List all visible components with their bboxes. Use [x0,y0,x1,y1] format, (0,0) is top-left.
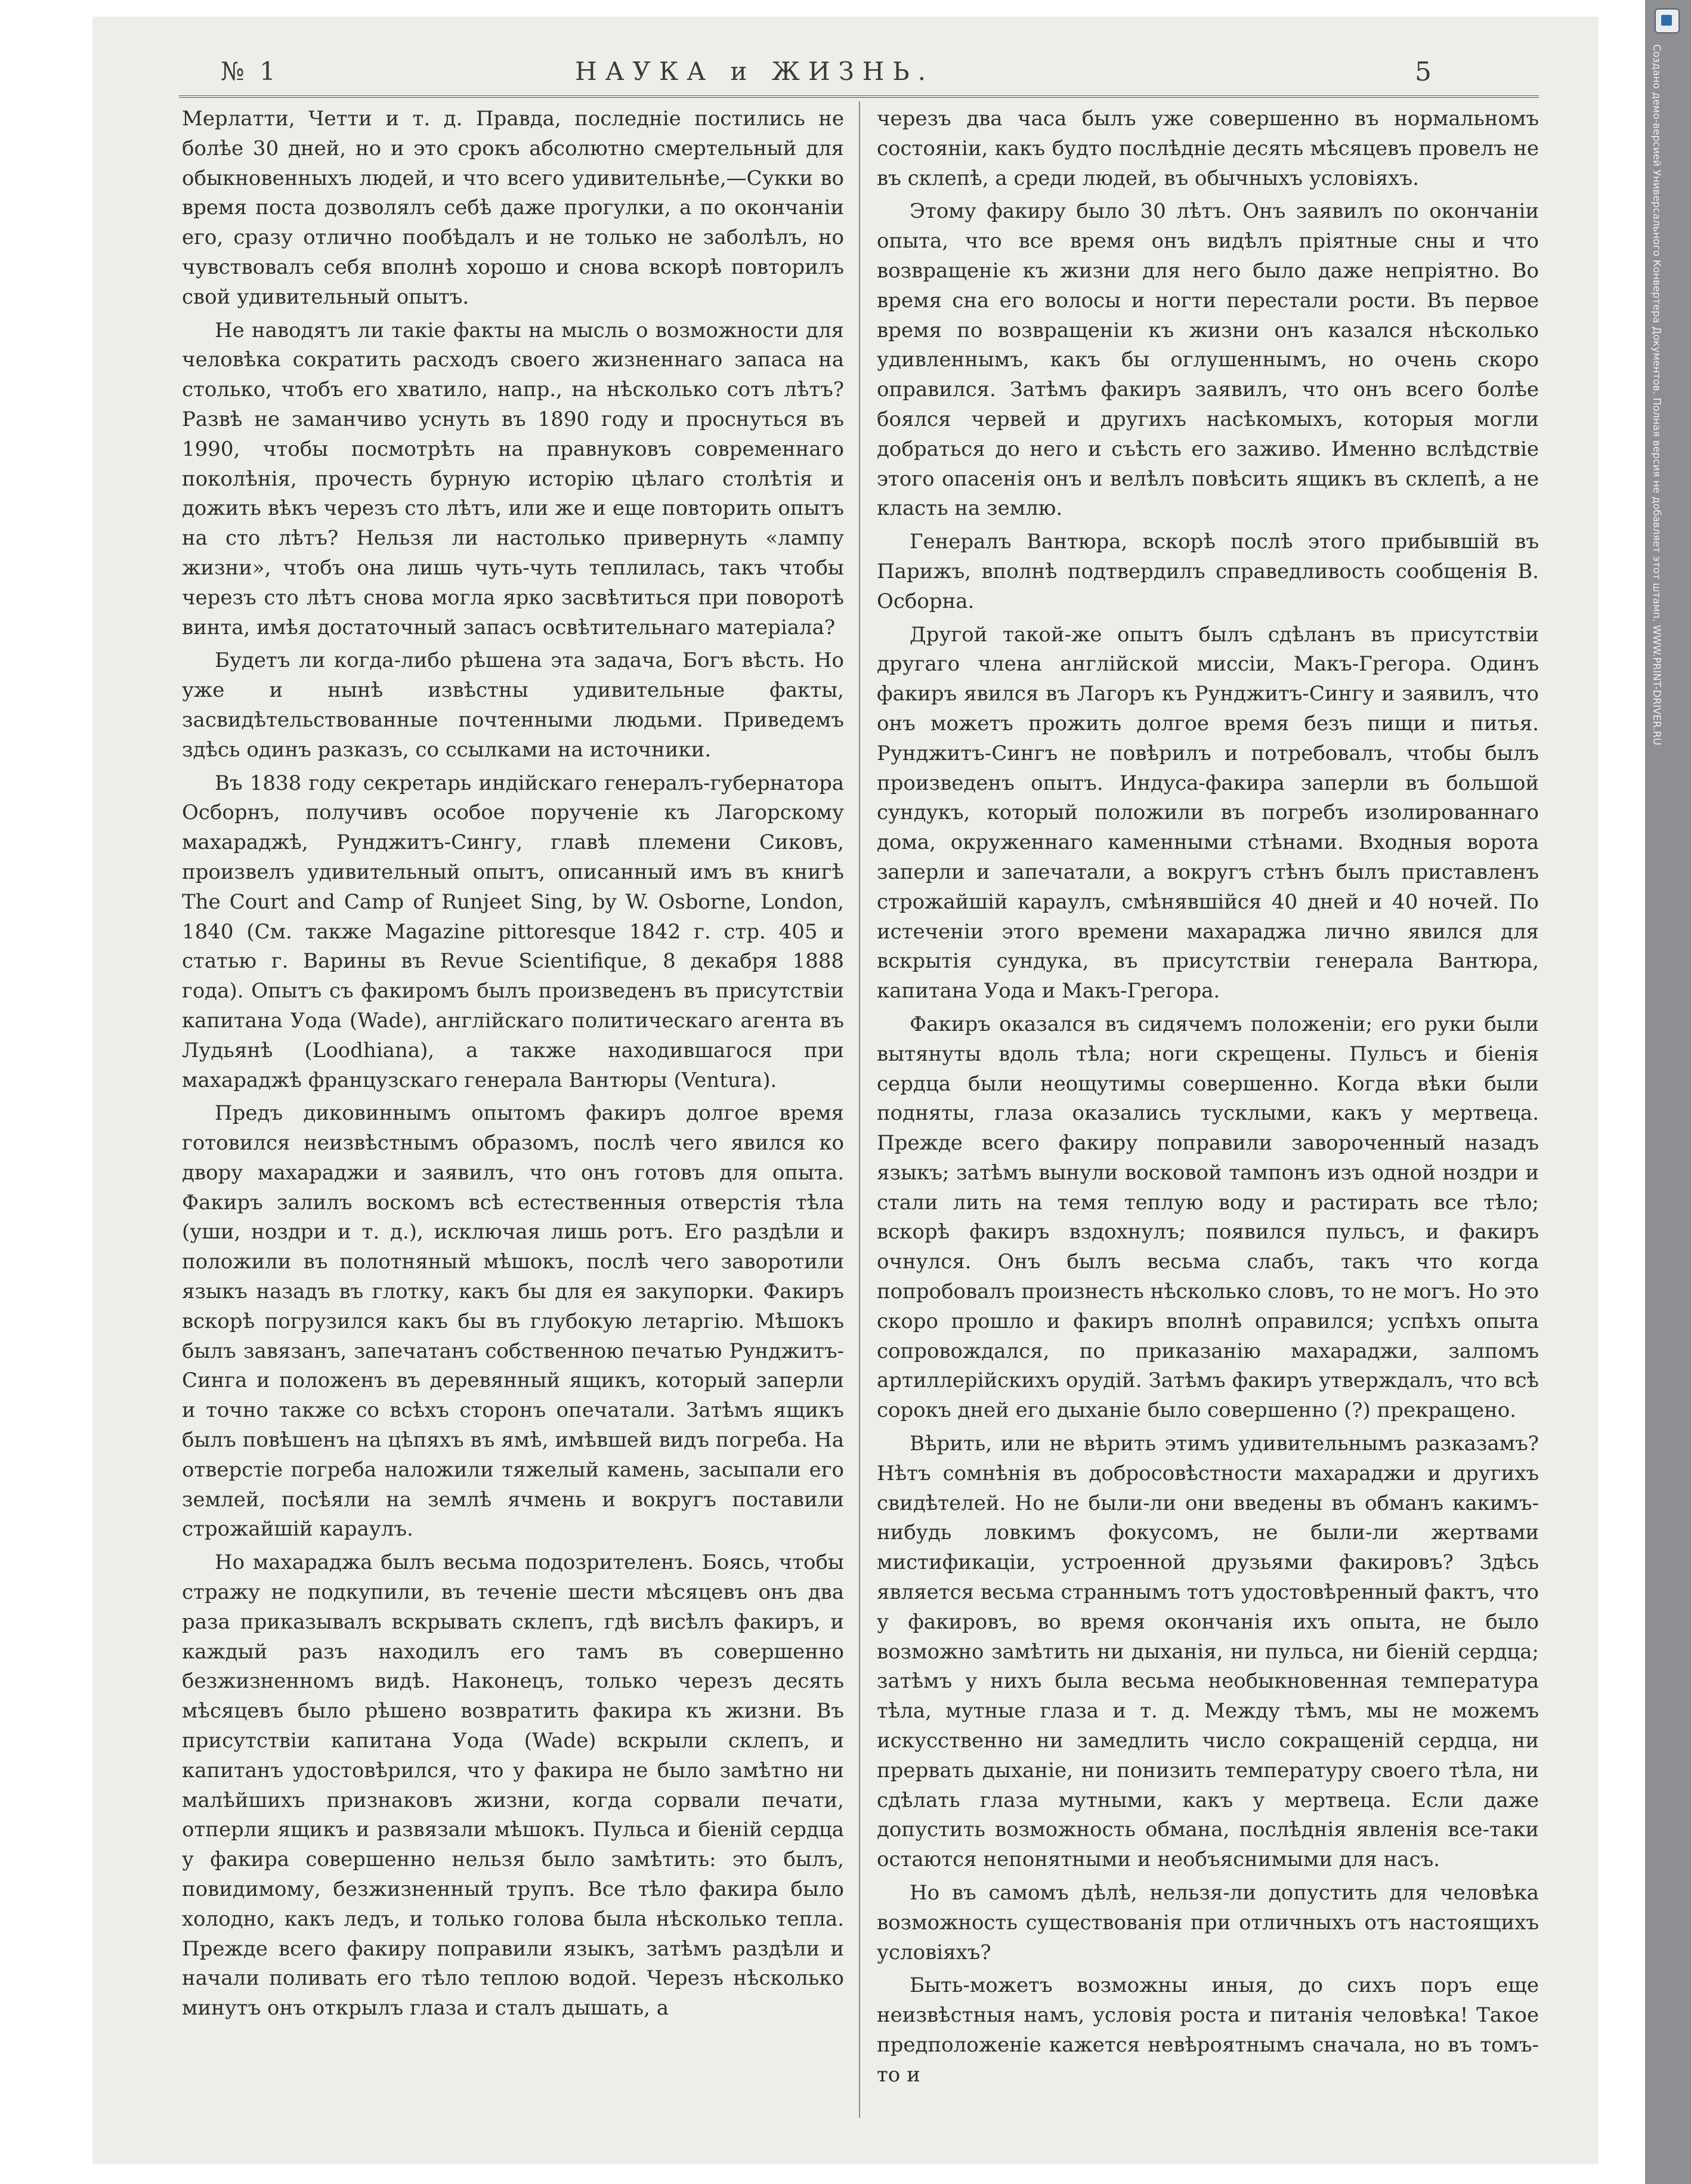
paragraph: Быть-можетъ возможны иныя, до сихъ поръ еще неизвѣстныя намъ, условія роста и питанія человѣка! Такое предположеніе кажется невѣроятнымъ сначала, но въ томъ-то и [877,1973,1539,2087]
paragraph: Вѣрить, или не вѣрить этимъ удивительнымъ разказамъ? Нѣтъ сомнѣнія въ добросовѣстности махараджи и другихъ свидѣтелей. Но не были-ли они введены въ обманъ какимъ-нибудь ловкимъ фокусомъ, не были-ли жертвами мистификаціи, устроенной друзьями факировъ? Здѣсь является весьма страннымъ тотъ удостовѣренный фактъ, что у факировъ, во время окончанія ихъ опыта, не было возможно замѣтить ни дыханія, ни пульса, ни біеній сердца; затѣмъ у нихъ была весьма необыкновенная температура тѣла, мутные глаза и т. д. Между тѣмъ, мы не можемъ искусственно ни замедлить число сокращеній сердца, ни прервать дыханіе, ни понизить температуру своего тѣла, ни сдѣлать глаза мутными, какъ у мертвеца. Если даже допустить возможность обмана, послѣднія явленія все-таки остаются непонятными и необъяснимыми для насъ. [877,1432,1539,1872]
right-column [877,104,1539,2090]
paragraph: Факиръ оказался въ сидячемъ положеніи; его руки были вытянуты вдоль тѣла; ноги скрещены. Пульсъ и біенія сердца были неощутимы совершенно. Когда вѣки были подняты, глаза оказались тусклыми, какъ у мертвеца. Прежде всего факиру поправили завороченный назадъ языкъ; затѣмъ вынули восковой тампонъ изъ одной ноздри и стали лить на темя теплую воду и растирать все тѣло; вскорѣ факиръ вздохнулъ; появился пульсъ, и факиръ очнулся. Онъ былъ весьма слабъ, такъ что когда попробовалъ произнесть нѣсколько словъ, то не могъ. Но это скоро прошло и факиръ вполнѣ оправился; успѣхъ опыта сопровождался, по приказанію махараджи, залпомъ артиллерійскихъ орудій. Затѣмъ факиръ утверждалъ, что всѣ сорокъ дней его дыханіе было совершенно (?) прекращено. [877,1012,1539,1423]
paragraph: Но въ самомъ дѣлѣ, нельзя-ли допустить для человѣка возможность существованія при отличныхъ отъ настоящихъ условіяхъ? [877,1881,1539,1964]
paragraph: Но махараджа былъ весьма подозрителенъ. Боясь, чтобы стражу не подкупили, въ теченіе шести мѣсяцевъ онъ два раза приказывалъ вскрывать склепъ, гдѣ висѣлъ факиръ, и каждый разъ находилъ его тамъ въ совершенно безжизненномъ видѣ. Наконецъ, только черезъ десять мѣсяцевъ было рѣшено возвратить факира къ жизни. Въ присутствіи капитана Уода (Wade) вскрыли склепъ, и капитанъ удостовѣрился, что у факира не было замѣтно ни малѣйшихъ признаковъ жизни, когда сорвали печати, отперли ящикъ и развязали мѣшокъ. Пульса и біеній сердца у факира совершенно нельзя было замѣтить: это былъ, повидимому, безжизненный трупъ. Все тѣло факира было холодно, какъ ледъ, и только голова была нѣсколько тепла. Прежде всего факиру поправили языкъ, затѣмъ раздѣли и начали поливать его тѣло теплою водой. Черезъ нѣсколько минутъ онъ открылъ глаза и сталъ дышать, а [182,1550,844,2021]
issue-number: № 1 [221,57,279,86]
page-header [89,39,1432,92]
paragraph: Другой такой-же опытъ былъ сдѣланъ въ присутствіи другаго члена англійской миссіи, Макъ-Грегора. Одинъ факиръ явился въ Лагоръ къ Рунджитъ-Сингу и заявилъ, что онъ можетъ прожить долгое время безъ пищи и питья. Рунджитъ-Сингъ не повѣрилъ и потребовалъ, чтобы былъ произведенъ опытъ. Индуса-факира заперли въ большой сундукъ, который положили въ погребъ изолированнаго дома, окруженнаго каменными стѣнами. Входныя ворота заперли и запечатали, а вокругъ стѣнъ былъ приставленъ строжайшій караулъ, смѣнявшійся 40 дней и 40 ночей. По истеченіи этого времени махараджа лично явился для вскрытія сундука, въ присутствіи генерала Вантюра, капитана Уода и Макъ-Грегора. [877,622,1539,1003]
paragraph: Этому факиру было 30 лѣтъ. Онъ заявилъ по окончаніи опыта, что все время онъ видѣлъ пріятные сны и что возвращеніе къ жизни для него было даже непріятно. Во время сна его волосы и ногти перестали рости. Въ первое время по возвращеніи къ жизни онъ казался нѣсколько удивленнымъ, какъ бы оглушеннымъ, но очень скоро оправился. Затѣмъ факиръ заявилъ, что онъ всего болѣе боялся червей и другихъ насѣкомыхъ, которыя могли добраться до него и съѣсть его заживо. Именно вслѣдствіе этого опасенія онъ и велѣлъ повѣсить ящикъ въ склепѣ, а не класть на землю. [877,199,1539,521]
watermark-sidebar [1645,0,1691,2184]
paragraph: Мерлатти, Четти и т. д. Правда, последніе постились не болѣе 30 дней, но и это срокъ абсолютно смертельный для обыкновенныхъ людей, и что всего удивительнѣе,—Сукки во время поста дозволялъ себѣ даже прогулки, а по окончаніи его, сразу отлично пообѣдалъ и не только не заболѣлъ, но чувствовалъ себя вполнѣ хорошо и снова вскорѣ повторилъ свой удивительный опытъ. [182,107,844,309]
watermark-text: Создано демо-версией Универсального Конвертера Документов. Полная версия не добавляет этот штамп. WWW.PRINT-DRIVER.RU [1650,44,1662,746]
paragraph: Будетъ ли когда-либо рѣшена эта задача, Богъ вѣсть. Но уже и нынѣ извѣстны удивительные факты, засвидѣтельствованные почтенными людьми. Приведемъ здѣсь одинъ разказъ, со ссылками на источники. [182,648,844,762]
paragraph: Генералъ Вантюра, вскорѣ послѣ этого прибывшій въ Парижъ, вполнѣ подтвердилъ справедливость сообщенія В. Осборна. [877,530,1539,613]
converter-logo-icon [1655,8,1680,33]
header-rule [179,95,1539,98]
paragraph: Въ 1838 году секретарь индійскаго генералъ-губернатора Осборнъ, получивъ особое порученіе къ Лагорскому махараджѣ, Рунджитъ-Сингу, главѣ племени Сиковъ, произвелъ удивительный опытъ, описанный имъ въ книгѣ The Court and Camp of Runjeet Sing, by W. Osborne, London, 1840 (См. также Magazine pittoresque 1842 г. стр. 405 и статью г. Варины въ Revue Scientifique, 8 декабря 1888 года). Опытъ съ факиромъ былъ произведенъ въ присутствіи капитана Уода (Wade), англійскаго политическаго агента въ Лудьянѣ (Loodhiana), а также находившагося при махараджѣ французскаго генерала Вантюры (Ventura). [182,771,844,1092]
paragraph: Не наводятъ ли такіе факты на мысль о возможности для человѣка сократить расходъ своего жизненнаго запаса на столько, чтобъ его хватило, напр., на нѣсколько сотъ лѣтъ? Развѣ не заманчиво уснуть въ 1890 году и проснуться въ 1990, чтобы посмотрѣть на правнуковъ современнаго поколѣнія, прочесть бурную исторію цѣлаго столѣтія и дожить вѣкъ черезъ сто лѣтъ, или же и еще повторить опытъ на сто лѣтъ? Нельзя ли настолько привернуть «лампу жизни», чтобъ она лишь чуть-чуть теплилась, такъ чтобы черезъ сто лѣтъ снова могла ярко засвѣтиться при поворотѣ винта, имѣя достаточный запасъ освѣтительнаго матеріала? [182,318,844,640]
left-column [182,104,844,2024]
journal-title: НАУКА и ЖИЗНЬ. [574,57,935,86]
page-number: 5 [1415,57,1432,87]
paragraph: Предъ диковиннымъ опытомъ факиръ долгое время готовился неизвѣстнымъ образомъ, послѣ чего явился ко двору махараджи и заявилъ, что онъ готовъ для опыта. Факиръ залилъ воскомъ всѣ естественныя отверстія тѣла (уши, ноздри и т. д.), исключая лишь ротъ. Его раздѣли и положили въ полотняный мѣшокъ, послѣ чего заворотили языкъ назадъ въ глотку, какъ бы для ея закупорки. Факиръ вскорѣ погрузился какъ бы въ глубокую летаргію. Мѣшокъ былъ завязанъ, запечатанъ собственною печатью Рунджитъ-Синга и положенъ въ деревянный ящикъ, который заперли и точно также со всѣхъ сторонъ опечатали. Затѣмъ ящикъ былъ повѣшенъ на цѣпяхъ въ ямѣ, имѣвшей видъ погреба. На отверстіе погреба наложили тяжелый камень, засыпали его землей, посѣяли на землѣ ячмень и вокругъ поставили строжайшій караулъ. [182,1101,844,1542]
paragraph: черезъ два часа былъ уже совершенно въ нормальномъ состояніи, какъ будто послѣдніе десять мѣсяцевъ провелъ не въ склепѣ, а среди людей, въ обычныхъ условіяхъ. [877,107,1539,190]
column-divider [859,101,860,2118]
